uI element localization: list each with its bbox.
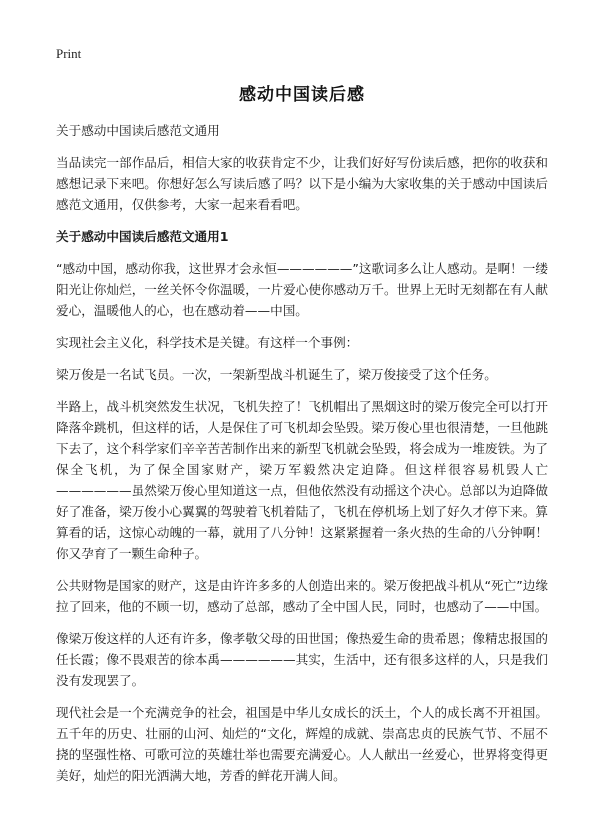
paragraph-3: 梁万俊是一名试飞员。一次，一架新型战斗机诞生了，梁万俊接受了这个任务。 xyxy=(56,367,497,382)
paragraph-5: 公共财物是国家的财产，这是由许许多多的人创造出来的。梁万俊把战斗机从“死亡”边缘拉了回来，他的不顾一切，感动了总部，感动了全中国人民，同时，也感动了——中国。 xyxy=(56,578,548,614)
paragraph-2: 实现社会主义化，科学技术是关键。有这样一个事例： xyxy=(56,335,359,350)
intro-heading: 关于感动中国读后感范文通用 xyxy=(56,123,220,138)
paragraph-7: 现代社会是一个充满竞争的社会，祖国是中华儿女成长的沃土，个人的成长离不开祖国。五千年的历史、壮丽的山河、灿烂的“文化，辉煌的成就、崇高忠贞的民族气节、不屈不挠的坚强性格、可歌可泣的英雄壮举也需要充满爱心。人人献出一丝爱心，世界将变得更美好，灿烂的阳光洒满大地，芳香的鲜花开满人间。 xyxy=(56,705,548,783)
paragraph-1: “感动中国，感动你我，这世界才会永恒——————”这歌词多么让人感动。是啊！一缕阳光让你灿烂，一丝关怀令你温暖，一片爱心使你感动万千。世界上无时无刻都在有人献爱心，温暖他人的心，也在感动着——中国。 xyxy=(56,261,548,318)
paragraph-4: 半路上，战斗机突然发生状况，飞机失控了！飞机帽出了黑烟这时的梁万俊完全可以打开降落伞跳机，但这样的话，人是保住了可飞机却会坠毁。梁万俊心里也很清楚，一旦他跳下去了，这个科学家们辛辛苦苦制作出来的新型飞机就会坠毁，将会成为一堆废铁。为了保全飞机，为了保全国家财产，梁万军毅然决定迫降。但这样很容易机毁人亡——————虽然梁万俊心里知道这一点，但他依然没有动摇这个决心。总部以为迫降做好了准备，梁万俊小心翼翼的驾驶着飞机着陆了，飞机在停机场上划了好久才停下来。算算看的话，这惊心动魄的一幕，就用了八分钟！这紧紧握着一条火热的生命的八分钟啊！你又孕育了一颗生命种子。 xyxy=(56,399,548,561)
intro-paragraph: 当品读完一部作品后，相信大家的收获肯定不少，让我们好好写份读后感，把你的收获和感想记录下来吧。你想好怎么写读后感了吗？以下是小编为大家收集的关于感动中国读后感范文通用，仅供参考，大家一起来看看吧。 xyxy=(56,155,548,212)
print-link[interactable]: Print xyxy=(56,46,82,61)
article-body xyxy=(56,120,548,797)
page-title: 感动中国读后感 xyxy=(239,85,365,105)
paragraph-6: 像梁万俊这样的人还有许多，像孝敬父母的田世国；像热爱生命的贵希恩；像精忠报国的任长霞；像不畏艰苦的徐本禹——————其实，生活中，还有很多这样的人，只是我们没有发现罢了。 xyxy=(56,631,548,688)
section-title: 关于感动中国读后感范文通用1 xyxy=(56,229,229,244)
